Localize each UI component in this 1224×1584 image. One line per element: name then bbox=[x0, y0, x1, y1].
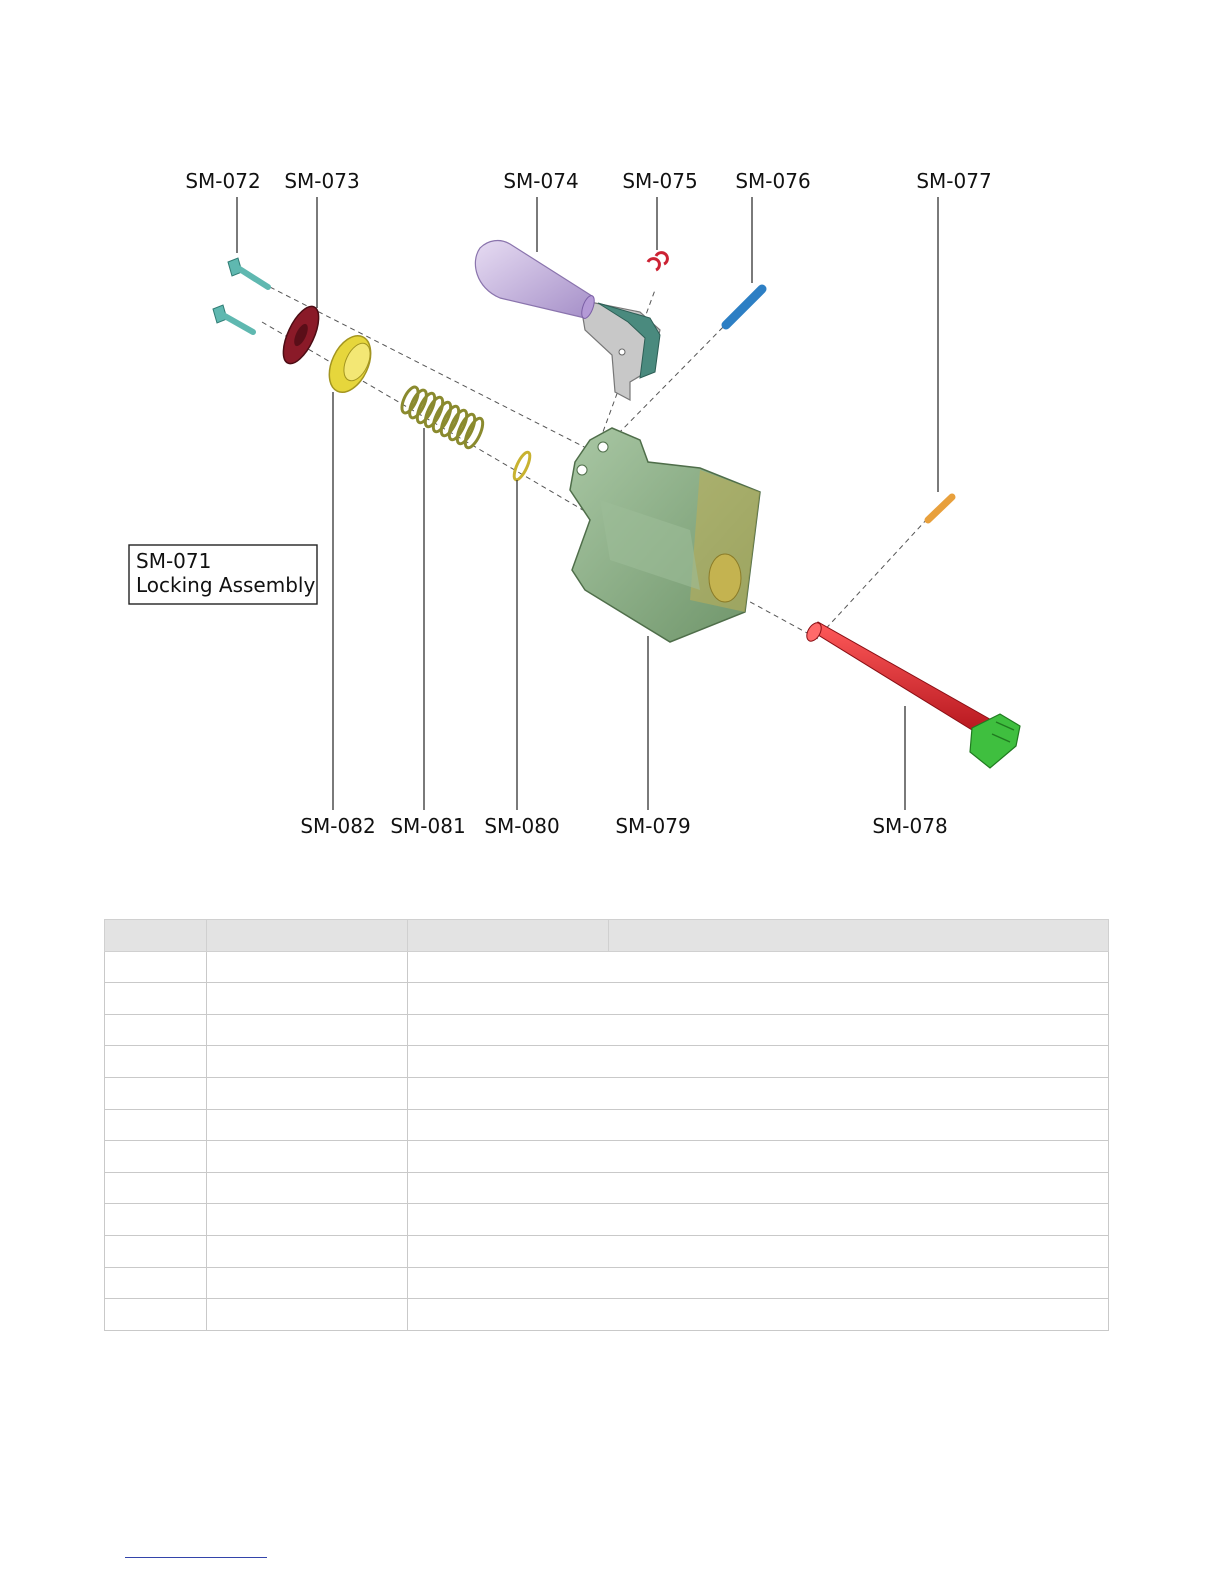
callout-sm073: SM-073 bbox=[284, 169, 360, 193]
table-row bbox=[105, 983, 1109, 1015]
callout-sm079: SM-079 bbox=[615, 814, 691, 838]
housing-part-sm079 bbox=[570, 428, 760, 642]
table-cell bbox=[609, 1109, 1109, 1141]
table-cell bbox=[408, 983, 609, 1015]
table-cell bbox=[207, 1077, 408, 1109]
table-cell bbox=[609, 1299, 1109, 1331]
table-cell bbox=[207, 1046, 408, 1078]
table-cell bbox=[207, 1204, 408, 1236]
table-cell bbox=[105, 1204, 207, 1236]
table-cell bbox=[207, 1172, 408, 1204]
table-row bbox=[105, 1046, 1109, 1078]
table-cell bbox=[408, 1299, 609, 1331]
table-cell bbox=[408, 1077, 609, 1109]
table-cell bbox=[207, 1299, 408, 1331]
table-cell bbox=[105, 1172, 207, 1204]
table-cell bbox=[609, 1172, 1109, 1204]
table-cell bbox=[105, 1109, 207, 1141]
table-row bbox=[105, 1267, 1109, 1299]
assembly-name: Locking Assembly bbox=[136, 573, 316, 597]
table-row bbox=[105, 1077, 1109, 1109]
footer-link-underline[interactable] bbox=[125, 1557, 267, 1558]
table-cell bbox=[207, 1109, 408, 1141]
table-cell bbox=[207, 983, 408, 1015]
table-cell bbox=[408, 1141, 609, 1173]
lever-handle-part-sm074 bbox=[475, 241, 660, 400]
table-cell bbox=[609, 1141, 1109, 1173]
table-cell bbox=[207, 1014, 408, 1046]
table-cell bbox=[105, 983, 207, 1015]
table-header-cell bbox=[207, 920, 408, 952]
table-cell bbox=[408, 1172, 609, 1204]
table-row bbox=[105, 1235, 1109, 1267]
table-row bbox=[105, 1204, 1109, 1236]
table-cell bbox=[408, 951, 609, 983]
bushing-part-sm082 bbox=[321, 329, 379, 399]
table-cell bbox=[408, 1109, 609, 1141]
table-cell bbox=[609, 983, 1109, 1015]
callout-sm078: SM-078 bbox=[872, 814, 948, 838]
assembly-label-box bbox=[129, 545, 317, 604]
table-cell bbox=[207, 951, 408, 983]
table-cell bbox=[105, 1141, 207, 1173]
table-header-cell bbox=[408, 920, 609, 952]
table-row bbox=[105, 1014, 1109, 1046]
washer-part-sm073 bbox=[276, 301, 326, 368]
clip-part-sm075 bbox=[648, 253, 667, 270]
table-cell bbox=[609, 1267, 1109, 1299]
table-header-cell bbox=[105, 920, 207, 952]
table-body bbox=[105, 951, 1109, 1330]
table-cell bbox=[609, 951, 1109, 983]
assembly-part-number: SM-071 bbox=[136, 549, 212, 573]
callout-sm080: SM-080 bbox=[484, 814, 560, 838]
table-cell bbox=[105, 1046, 207, 1078]
pin-part-sm077 bbox=[928, 497, 952, 520]
table-cell bbox=[609, 1046, 1109, 1078]
callout-sm075: SM-075 bbox=[622, 169, 698, 193]
table-row bbox=[105, 1141, 1109, 1173]
oring-part-sm080 bbox=[511, 450, 533, 481]
callout-sm081: SM-081 bbox=[390, 814, 466, 838]
table-cell bbox=[105, 951, 207, 983]
table-header-row bbox=[105, 920, 1109, 952]
table-cell bbox=[408, 1267, 609, 1299]
table-cell bbox=[408, 1204, 609, 1236]
table-cell bbox=[408, 1046, 609, 1078]
shaft-part-sm078 bbox=[804, 620, 1020, 768]
parts-table bbox=[104, 919, 1109, 1331]
table-cell bbox=[609, 1014, 1109, 1046]
pin-part-sm076 bbox=[726, 289, 762, 325]
table-row bbox=[105, 1109, 1109, 1141]
spring-part-sm081 bbox=[399, 385, 487, 450]
callout-sm076: SM-076 bbox=[735, 169, 811, 193]
table-cell bbox=[408, 1014, 609, 1046]
table-row bbox=[105, 951, 1109, 983]
table-cell bbox=[609, 1204, 1109, 1236]
table-cell bbox=[408, 1235, 609, 1267]
table-cell bbox=[105, 1014, 207, 1046]
table-header-cell bbox=[609, 920, 1109, 952]
table-row bbox=[105, 1299, 1109, 1331]
table-row bbox=[105, 1172, 1109, 1204]
callout-sm074: SM-074 bbox=[503, 169, 579, 193]
table-cell bbox=[105, 1267, 207, 1299]
table-cell bbox=[207, 1267, 408, 1299]
table-cell bbox=[609, 1077, 1109, 1109]
callout-sm077: SM-077 bbox=[916, 169, 992, 193]
callout-sm082: SM-082 bbox=[300, 814, 376, 838]
screw-part-sm072 bbox=[213, 258, 268, 332]
table-cell bbox=[609, 1235, 1109, 1267]
table-cell bbox=[105, 1235, 207, 1267]
callout-sm072: SM-072 bbox=[185, 169, 261, 193]
table-cell bbox=[207, 1235, 408, 1267]
table-cell bbox=[105, 1077, 207, 1109]
table-cell bbox=[105, 1299, 207, 1331]
table-cell bbox=[207, 1141, 408, 1173]
